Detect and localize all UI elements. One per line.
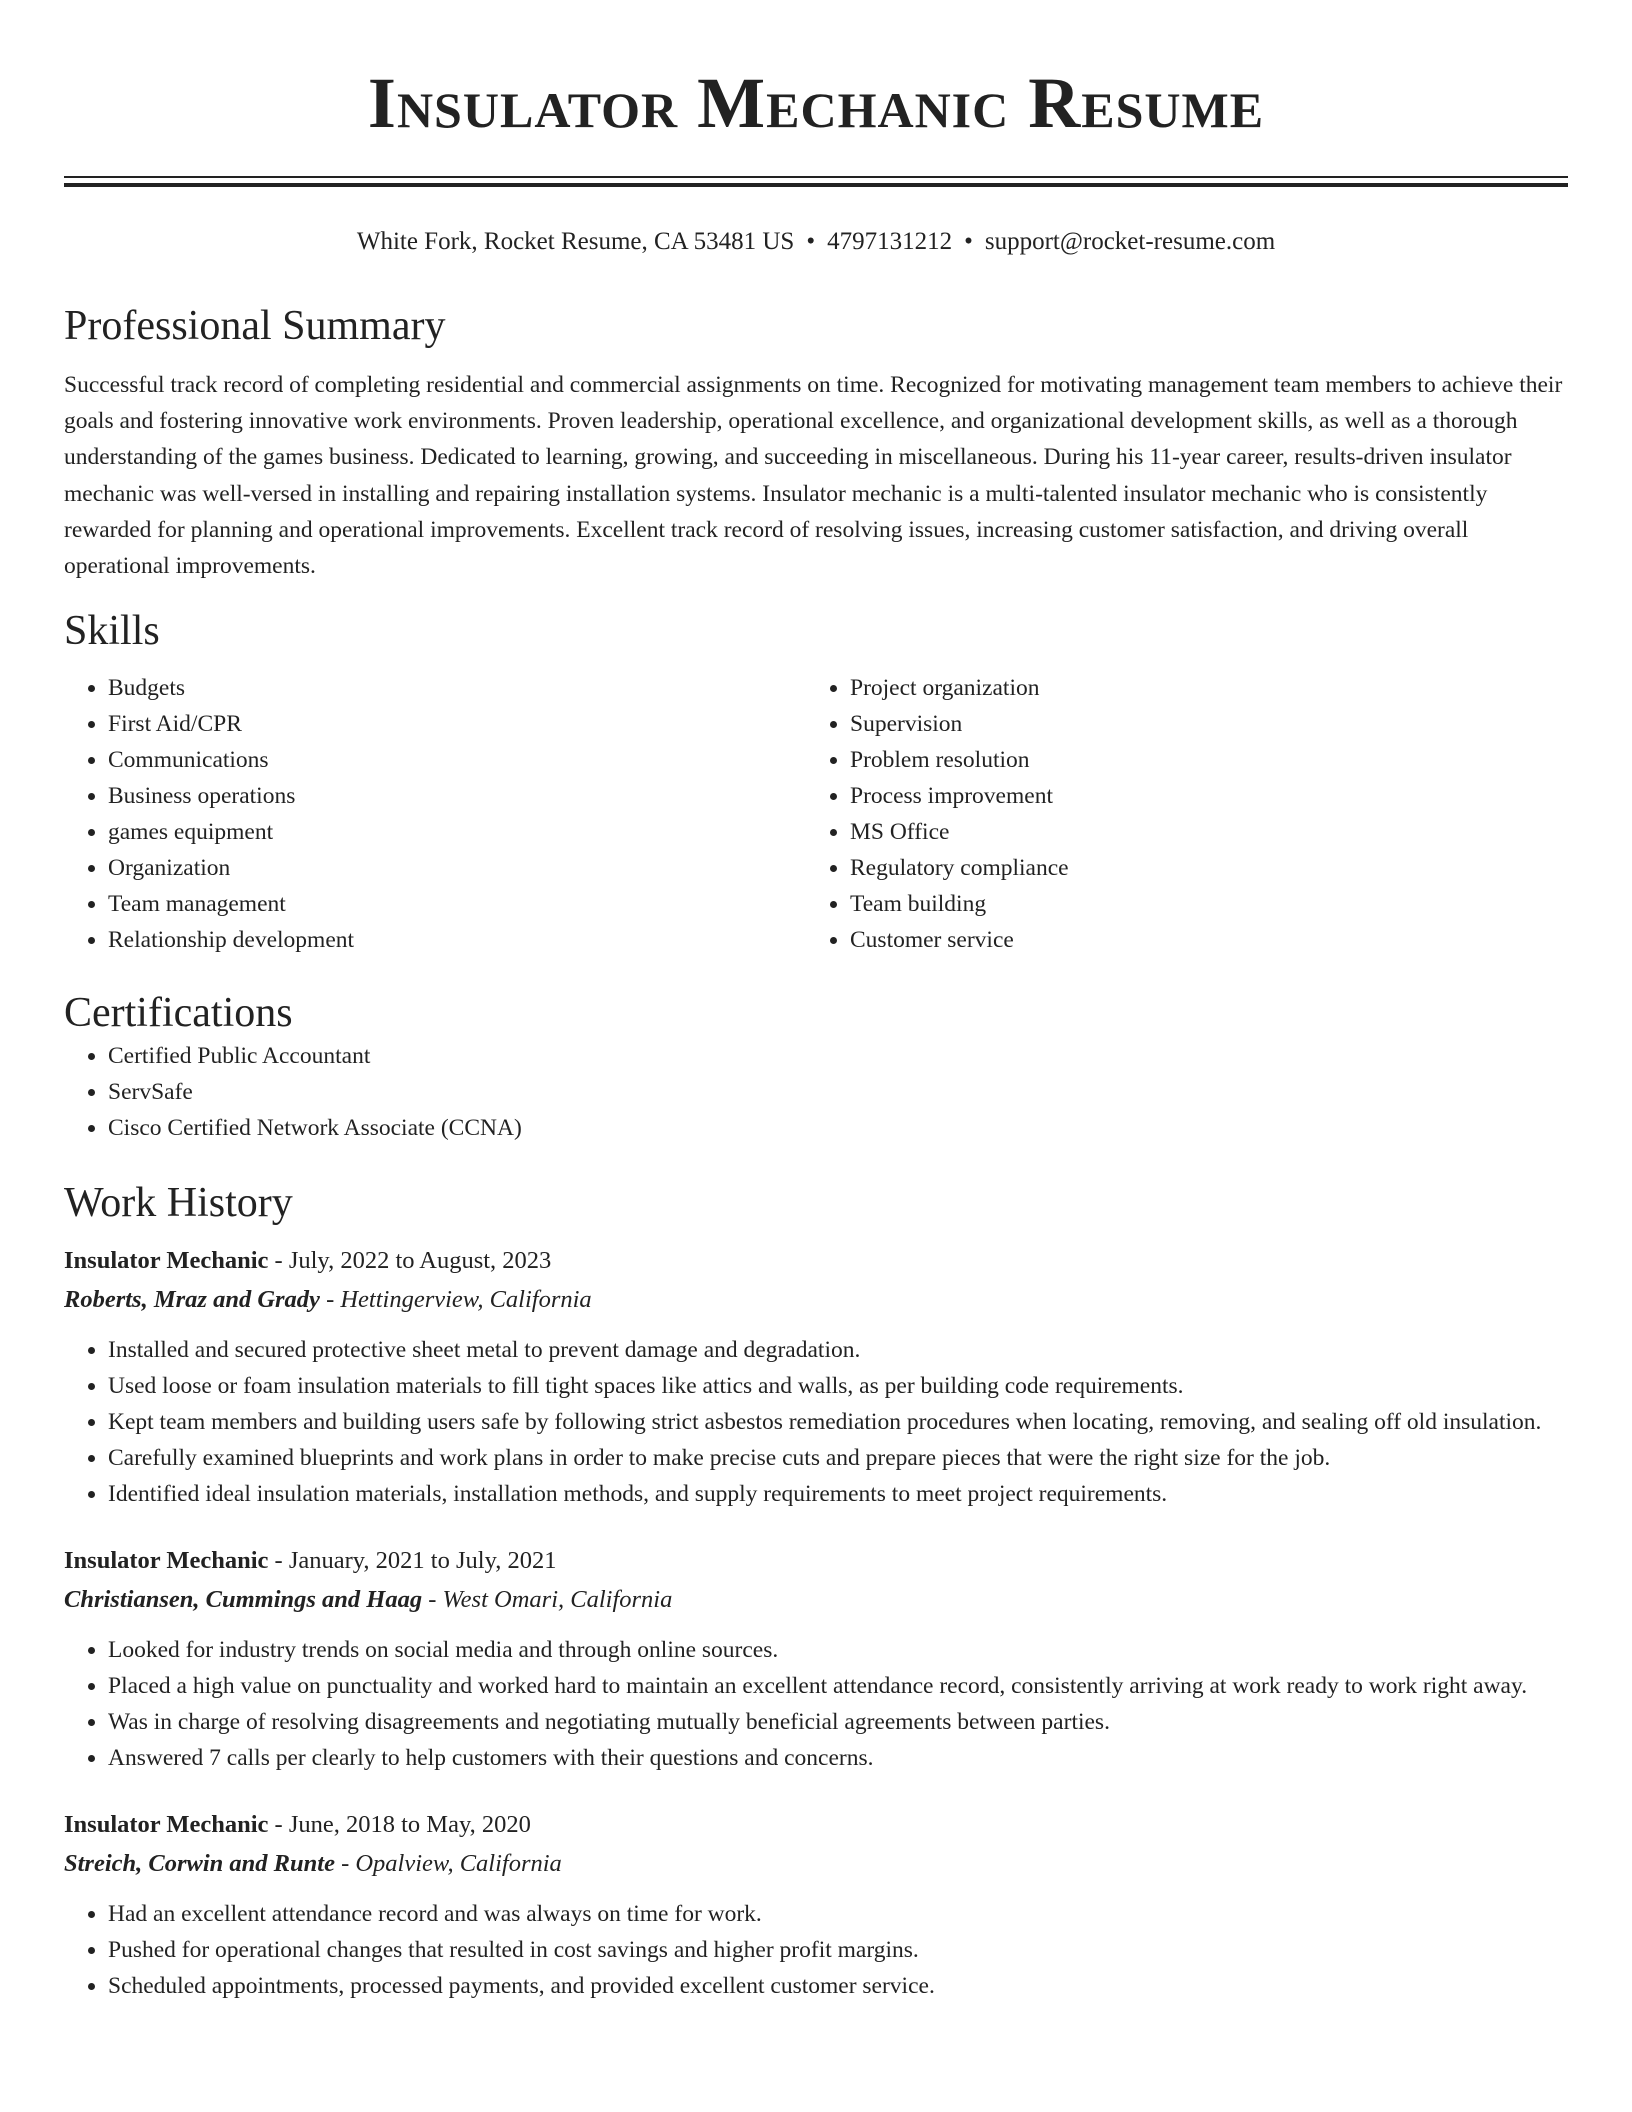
job-bullet: • Carefully examined blueprints and work plans in order to make precise cuts and prepare pieces that were the right size for the job.: [108, 1440, 1568, 1476]
skill-item: • Problem resolution: [850, 742, 1548, 778]
contact-address: White Fork, Rocket Resume, CA 53481 US: [356, 228, 795, 255]
job-title: Insulator Mechanic: [64, 1811, 269, 1839]
job-location: - Hettingerview, California: [319, 1286, 592, 1314]
job-bullet: • Installed and secured protective sheet metal to prevent damage and degradation.: [108, 1332, 1568, 1368]
skills-right-list: [806, 670, 1548, 958]
skill-item: • Communications: [108, 742, 806, 778]
contact-line: [64, 225, 1568, 259]
skill-item: • Process improvement: [850, 778, 1548, 814]
job-dates: - July, 2022 to August, 2023: [268, 1247, 552, 1275]
certifications-heading: Certifications: [64, 990, 293, 1037]
job-company: Christiansen, Cummings and Haag: [64, 1586, 423, 1614]
skill-item: • Customer service: [850, 922, 1548, 958]
skill-item: • First Aid/CPR: [108, 706, 806, 742]
contact-separator: •: [806, 228, 816, 255]
certification-item: • ServSafe: [108, 1074, 1568, 1110]
job-company-line: [64, 1580, 1568, 1620]
job-title-line: [64, 1242, 1568, 1280]
job-bullets: [64, 1896, 1568, 2004]
skill-item: • Supervision: [850, 706, 1548, 742]
skill-item: • MS Office: [850, 814, 1548, 850]
job-bullet: • Pushed for operational changes that resulted in cost savings and higher profit margins.: [108, 1932, 1568, 1968]
skill-item: • Relationship development: [108, 922, 806, 958]
resume-title: Insulator Mechanic Resume: [367, 63, 1265, 143]
job-bullet: • Was in charge of resolving disagreements and negotiating mutually beneficial agreements between parties.: [108, 1704, 1568, 1740]
job-company-line: [64, 1280, 1568, 1320]
work-history-heading: Work History: [64, 1180, 293, 1227]
skill-item: • Budgets: [108, 670, 806, 706]
skill-item: • Business operations: [108, 778, 806, 814]
job-dates: - June, 2018 to May, 2020: [268, 1811, 531, 1839]
skill-item: • Organization: [108, 850, 806, 886]
job-bullets: [64, 1332, 1568, 1512]
job-dates: - January, 2021 to July, 2021: [268, 1547, 557, 1575]
summary-text: Successful track record of completing residential and commercial assignments on time. Recognized for motivating management team members to achieve their goals and fostering innovative work environments. Proven leadership, operational excellence, and organizational development skills, as well as a thorough understanding of the games business. Dedicated to learning, growing, and succeeding in miscellaneous. During his 11-year career, results-driven insulator mechanic was well-versed in installing and repairing installation systems. Insulator mechanic is a multi-talented insulator mechanic who is consistently rewarded for planning and operational improvements. Excellent track record of resolving issues, increasing customer satisfaction, and driving overall operational improvements.: [64, 372, 1563, 580]
job-location: - West Omari, California: [422, 1586, 673, 1614]
job-title-line: [64, 1542, 1568, 1580]
certification-item: • Certified Public Accountant: [108, 1038, 1568, 1074]
resume-page: [64, 0, 1568, 2004]
job-entry: [64, 1806, 1568, 2004]
job-bullet: • Identified ideal insulation materials, installation methods, and supply requirements to meet project requirements.: [108, 1476, 1568, 1512]
job-entry: [64, 1542, 1568, 1776]
job-bullet: • Scheduled appointments, processed payments, and provided excellent customer service.: [108, 1968, 1568, 2004]
job-title: Insulator Mechanic: [64, 1547, 269, 1575]
job-company-line: [64, 1844, 1568, 1884]
certifications-list: [64, 1038, 1568, 1146]
skill-item: • Project organization: [850, 670, 1548, 706]
job-company: Roberts, Mraz and Grady: [64, 1286, 320, 1314]
job-location: - Opalview, California: [334, 1850, 562, 1878]
certification-item: • Cisco Certified Network Associate (CCNA): [108, 1110, 1568, 1146]
job-bullet: • Answered 7 calls per clearly to help customers with their questions and concerns.: [108, 1740, 1568, 1776]
skills-columns: [64, 670, 1568, 958]
job-bullets: [64, 1632, 1568, 1776]
skills-left-list: [64, 670, 806, 958]
skills-heading: Skills: [64, 608, 160, 655]
contact-separator: •: [964, 228, 973, 255]
contact-phone: 4797131212: [827, 228, 953, 255]
job-bullet: • Placed a high value on punctuality and worked hard to maintain an excellent attendance record, consistently arriving at work ready to work right away.: [108, 1668, 1568, 1704]
summary-heading: Professional Summary: [64, 303, 446, 349]
job-bullet: • Used loose or foam insulation materials to fill tight spaces like attics and walls, as per building code requirements.: [108, 1368, 1568, 1404]
job-entry: [64, 1242, 1568, 1512]
skill-item: • Regulatory compliance: [850, 850, 1548, 886]
job-bullet: • Had an excellent attendance record and was always on time for work.: [108, 1896, 1568, 1932]
title-divider: [64, 176, 1568, 187]
job-title: Insulator Mechanic: [64, 1247, 269, 1275]
job-bullet: • Kept team members and building users safe by following strict asbestos remediation procedures when locating, removing, and sealing off old insulation.: [108, 1404, 1568, 1440]
skill-item: • Team management: [108, 886, 806, 922]
skill-item: • Team building: [850, 886, 1548, 922]
job-title-line: [64, 1806, 1568, 1844]
skill-item: • games equipment: [108, 814, 806, 850]
job-company: Streich, Corwin and Runte: [64, 1850, 335, 1878]
contact-email: support@rocket-resume.com: [984, 228, 1276, 255]
job-bullet: • Looked for industry trends on social media and through online sources.: [108, 1632, 1568, 1668]
